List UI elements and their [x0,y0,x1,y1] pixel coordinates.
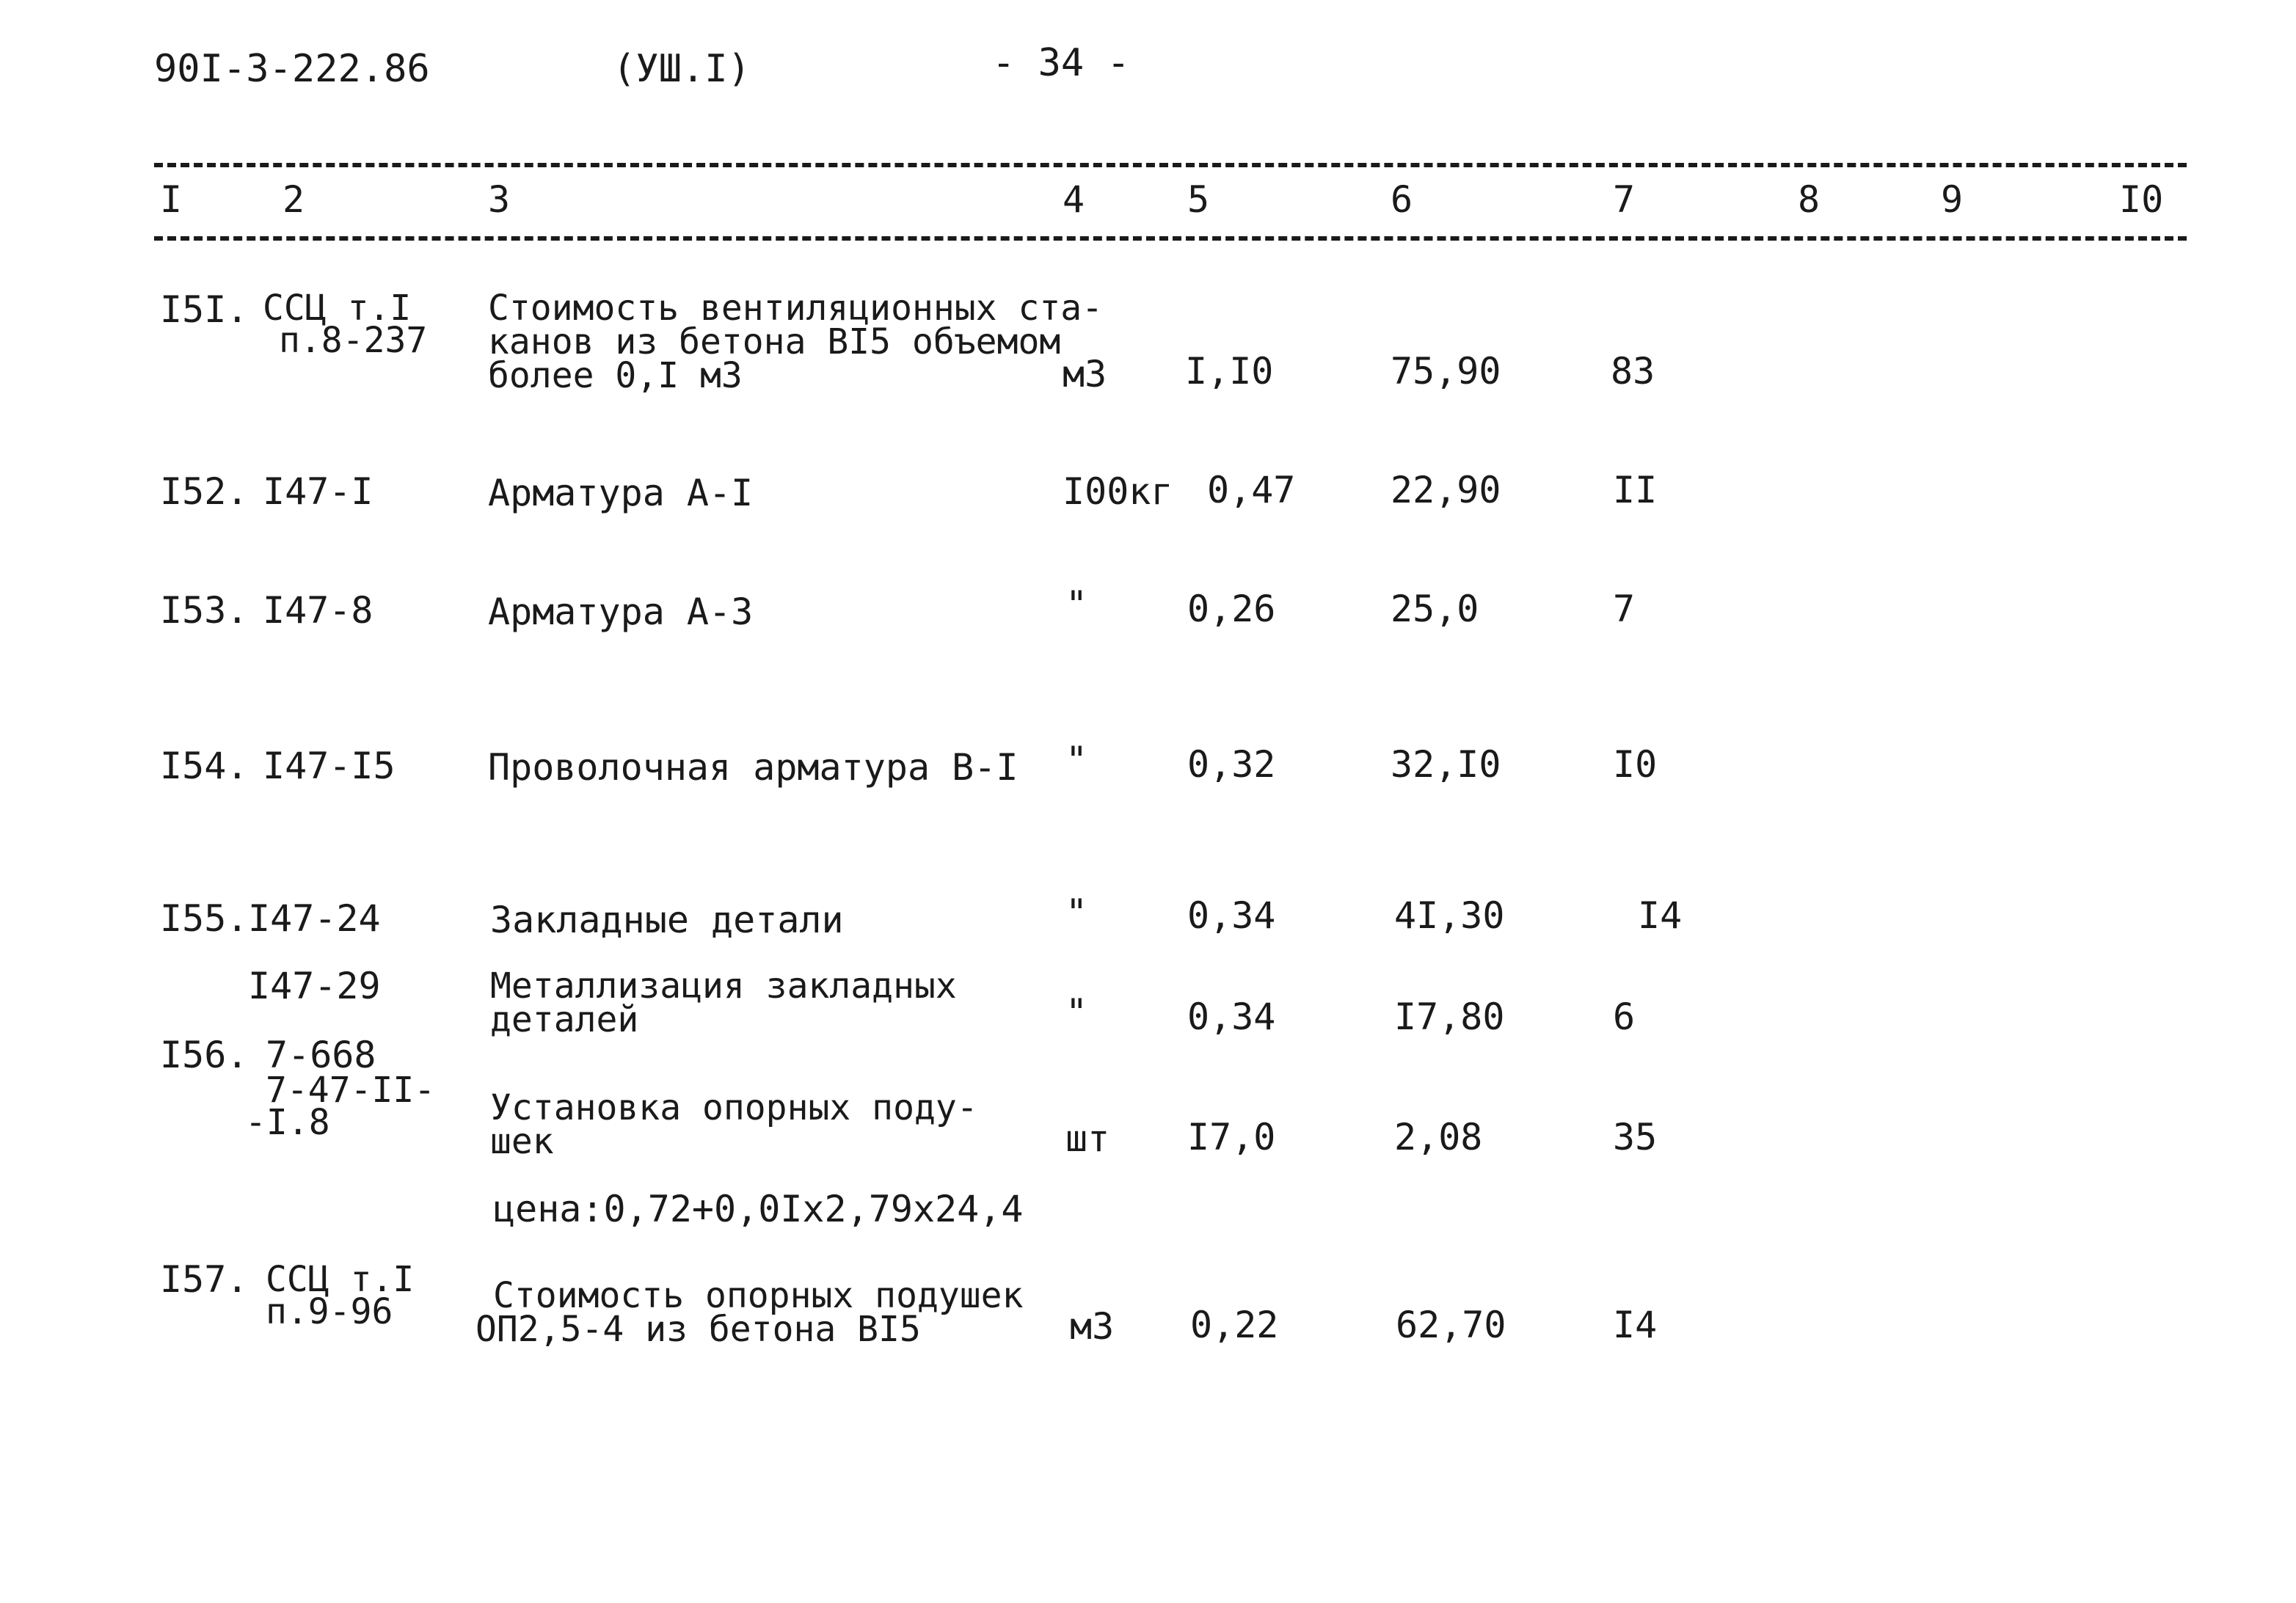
row-code: -I.8 [245,1102,330,1143]
row-quantity: 0,34 [1187,894,1276,937]
row-description: Закладные детали [490,899,844,941]
row-quantity: 0,47 [1207,469,1296,511]
row-number: I55. [160,897,249,940]
row-total: II [1613,469,1658,511]
row-unit-price: 32,I0 [1391,743,1501,786]
row-unit: " [1065,891,1088,934]
document-code: 90I-3-222.86 [154,47,430,91]
row-number: I56. [160,1034,249,1076]
row-description: Арматура А-I [488,472,754,514]
row-unit-price: 75,90 [1391,350,1501,392]
column-header-5: 5 [1187,178,1210,221]
row-total: 6 [1613,996,1636,1038]
row-number: I5I. [160,288,249,331]
row-description: канов из бетона BI5 объемом [488,321,1061,362]
row-number: I54. [160,745,249,787]
row-total: I4 [1613,1304,1658,1346]
row-total: 83 [1611,350,1655,392]
row-quantity: 0,22 [1190,1304,1279,1346]
row-unit: " [1065,739,1088,781]
row-total: I4 [1638,894,1683,937]
row-unit: I00кг [1063,470,1173,513]
row-quantity: 0,26 [1187,588,1276,630]
row-code: ССЦ т.I [266,1259,415,1300]
column-header-10: I0 [2119,178,2164,221]
row-quantity: 0,32 [1187,743,1276,786]
row-total: 7 [1613,588,1636,630]
row-unit: м3 [1063,353,1107,395]
column-header-6: 6 [1391,178,1413,221]
row-code: I47-I [263,470,373,513]
row-total: 35 [1613,1116,1658,1158]
row-code: 7-668 [266,1034,376,1076]
row-description: Арматура А-3 [488,591,754,633]
row-unit-price: 22,90 [1391,469,1501,511]
row-code: I47-24 [248,897,381,940]
row-unit-price: 25,0 [1391,588,1479,630]
row-code: 7-47-II- [266,1070,436,1111]
row-description: Установка опорных поду- [490,1087,978,1128]
price-note: цена:0,72+0,0Iх2,79х24,4 [493,1188,1024,1230]
row-code: I47-29 [248,965,381,1007]
row-quantity: I7,0 [1187,1116,1276,1158]
row-unit-price: 2,08 [1394,1116,1483,1158]
row-code: ССЦ т.I [263,288,412,329]
row-code: I47-I5 [263,745,396,787]
column-header-2: 2 [283,178,305,221]
header-top-rule [154,163,2187,167]
column-header-4: 4 [1063,178,1085,221]
row-unit: м3 [1070,1305,1115,1348]
row-unit-price: 62,70 [1396,1304,1506,1346]
row-description: шек [490,1121,554,1162]
row-unit-price: I7,80 [1394,996,1505,1038]
row-quantity: I,I0 [1185,350,1274,392]
column-header-7: 7 [1613,178,1636,221]
row-number: I57. [160,1258,249,1301]
row-total: I0 [1613,743,1658,786]
row-quantity: 0,34 [1187,996,1276,1038]
row-code: п.9-96 [266,1291,393,1332]
column-header-8: 8 [1798,178,1821,221]
row-unit: " [1065,583,1088,626]
row-description: деталей [490,999,639,1040]
column-header-1: I [160,178,183,221]
row-unit-price: 4I,30 [1394,894,1505,937]
row-unit: " [1065,991,1088,1034]
row-unit: шт [1065,1117,1110,1160]
row-description: Проволочная арматура В-I [488,746,1018,789]
row-description: более 0,I м3 [488,355,743,396]
header-bottom-rule [154,236,2187,241]
row-number: I53. [160,589,249,632]
row-description: Стоимость опорных подушек [493,1275,1024,1316]
row-description: Металлизация закладных [490,965,957,1007]
row-description: ОП2,5-4 из бетона BI5 [475,1309,921,1350]
page-number: - 34 - [992,41,1130,85]
row-number: I52. [160,470,249,513]
column-header-3: 3 [488,178,511,221]
row-description: Стоимость вентиляционных ста- [488,288,1104,329]
column-header-9: 9 [1941,178,1964,221]
row-code: п.8-237 [279,320,428,361]
volume-label: (УШ.I) [613,47,751,91]
row-code: I47-8 [263,589,373,632]
